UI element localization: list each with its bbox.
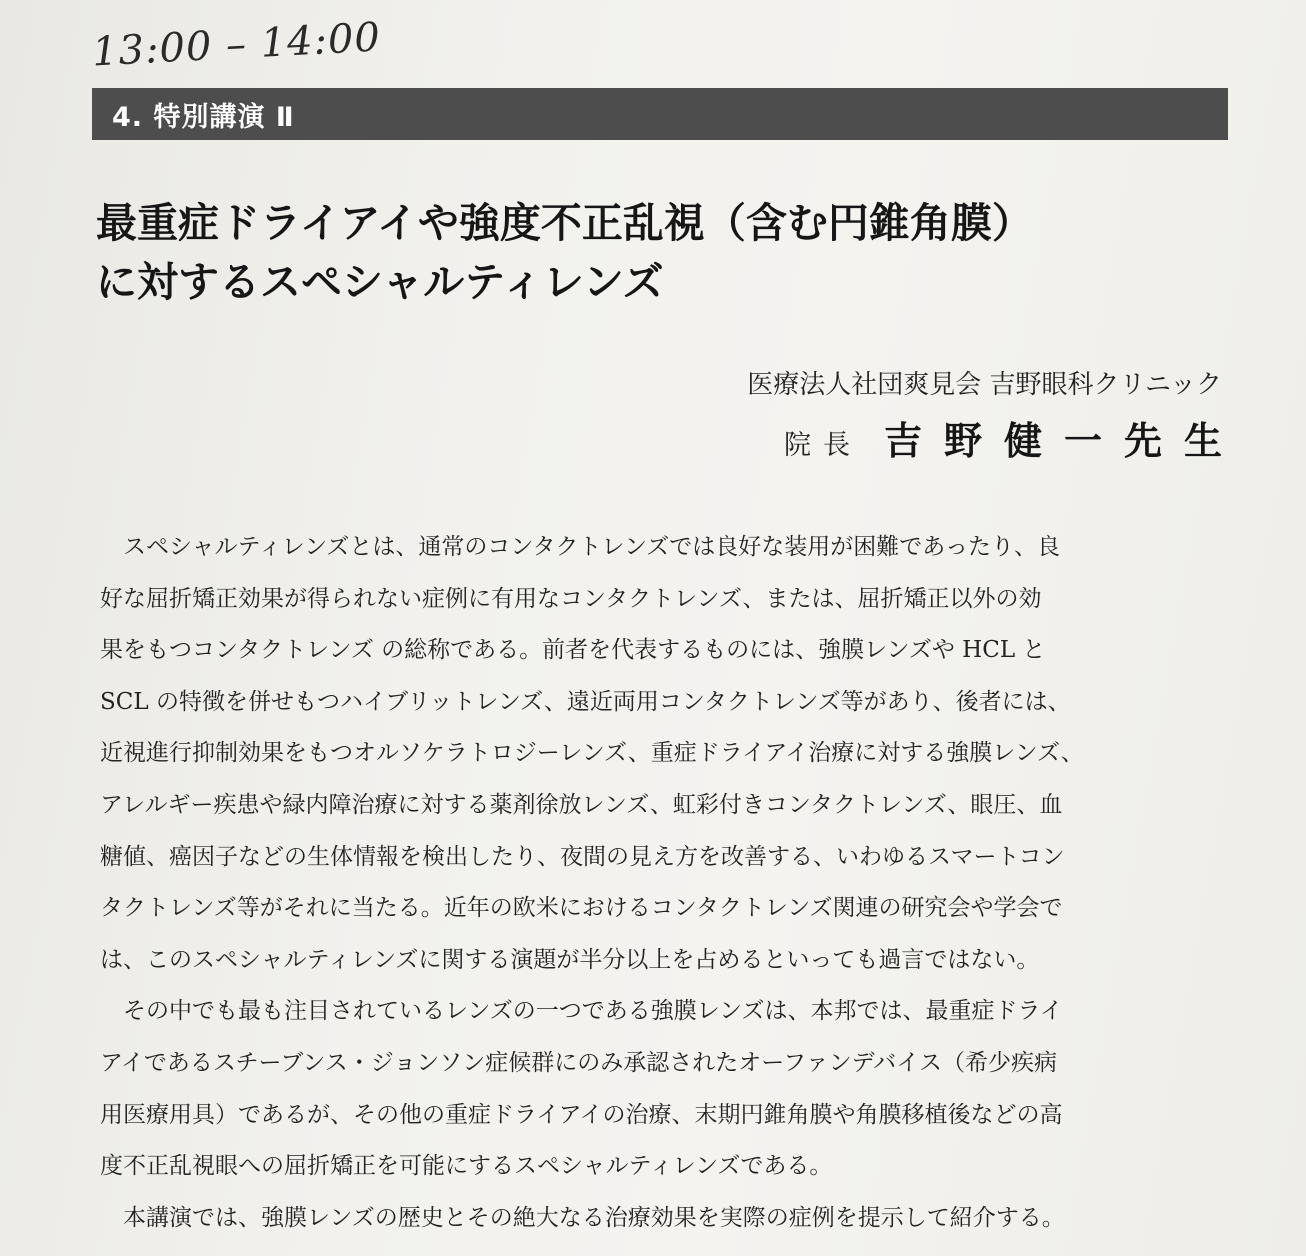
abstract-line: 度不正乱視眼への屈折矯正を可能にするスペシャルティレンズである。 (100, 1153, 833, 1180)
abstract-line: 本講演では、強膜レンズの歴史とその絶大なる治療効果を実際の症例を提示して紹介する。 (100, 1204, 1065, 1231)
abstract-line: 糖値、癌因子などの生体情報を検出したり、夜間の見え方を改善する、いわゆるスマートコン (100, 843, 1065, 870)
abstract-line: は、このスペシャルティレンズに関する演題が半分以上を占めるといっても過言ではない。 (100, 946, 1040, 973)
abstract-line: SCL の特徴を併せもつハイブリットレンズ、遠近両用コンタクトレンズ等があり、後者には、 (100, 688, 1071, 715)
title-line-2: に対するスペシャルティレンズ (96, 258, 664, 306)
section-header-bar (92, 88, 1228, 140)
abstract-line: その中でも最も注目されているレンズの一つである強膜レンズは、本邦では、最重症ドライ (100, 998, 1063, 1025)
speaker-role: 院長 (783, 430, 862, 461)
abstract-line: 果をもつコンタクトレンズ の総称である。前者を代表するものには、強膜レンズや HCL と (100, 637, 1046, 664)
abstract-line: スペシャルティレンズとは、通常のコンタクトレンズでは良好な装用が困難であったり、良 (100, 534, 1061, 560)
abstract-line: アイであるスチーブンス・ジョンソン症候群にのみ承認されたオーファンデバイス（希少疾病 (100, 1049, 1058, 1076)
title-line-1: 最重症ドライアイや強度不正乱視（含む円錐角膜） (96, 199, 1033, 247)
abstract-line: アレルギー疾患や緑内障治療に対する薬剤徐放レンズ、虹彩付きコンタクトレンズ、眼圧、血 (100, 791, 1063, 818)
speaker-line (783, 410, 1244, 465)
lecture-title (96, 194, 1246, 312)
abstract-line: 近視進行抑制効果をもつオルソケラトロジーレンズ、重症ドライアイ治療に対する強膜レンズ、 (100, 740, 1084, 767)
section-label: 4. 特別講演 Ⅱ (112, 101, 295, 133)
speaker-affiliation: 医療法人社団爽見会 吉野眼科クリニック (747, 370, 1222, 400)
abstract-body (100, 522, 1230, 1244)
abstract-line: タクトレンズ等がそれに当たる。近年の欧米におけるコンタクトレンズ関連の研究会や学会で (100, 895, 1063, 922)
speaker-name: 吉野健一先生 (883, 419, 1244, 463)
abstract-line: 用医療用具）であるが、その他の重症ドライアイの治療、末期円錐角膜や角膜移植後などの高 (100, 1101, 1063, 1128)
handwritten-time-note: 13:00 – 14:00 (90, 14, 382, 76)
abstract-line: 好な屈折矯正効果が得られない症例に有用なコンタクトレンズ、または、屈折矯正以外の効 (100, 585, 1042, 612)
